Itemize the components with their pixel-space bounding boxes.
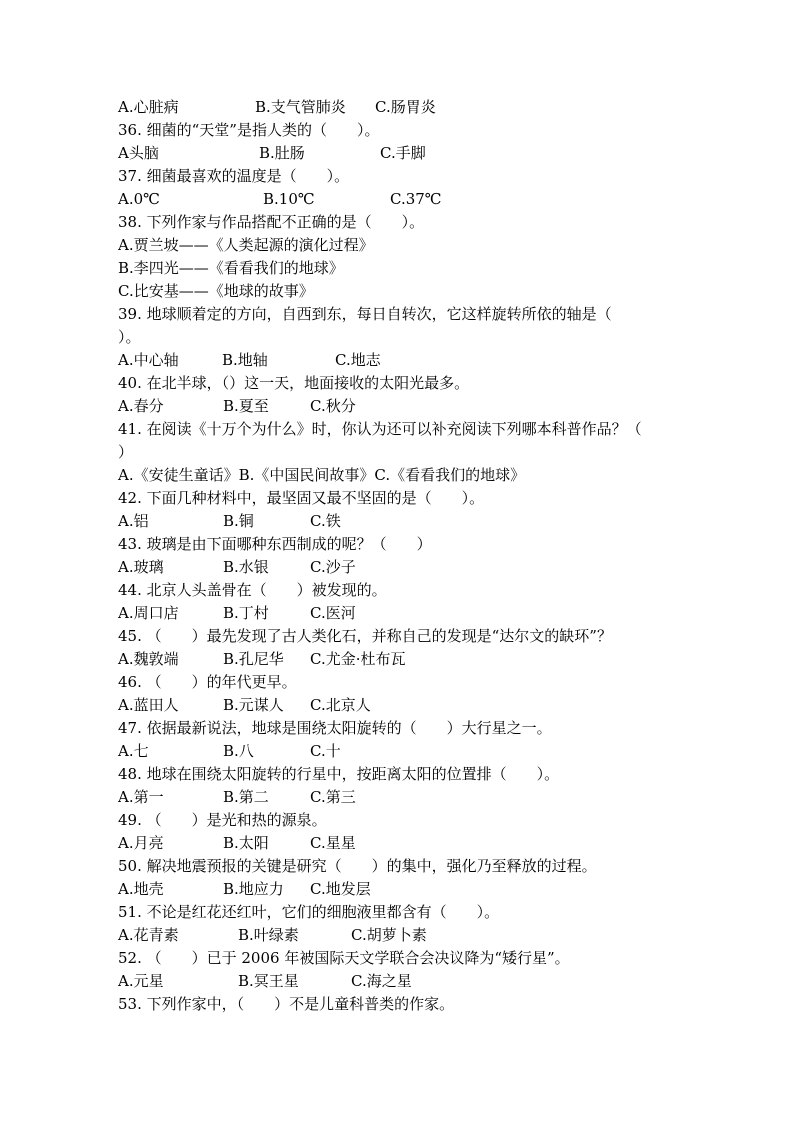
question-text: A.贾兰坡——《人类起源的演化过程》 [118,236,374,254]
options-row [118,786,678,809]
option-c: C.第三 [310,788,356,806]
option-a: A.月亮 [118,834,164,852]
option-b: B.夏至 [223,397,269,415]
option-c: C.地发层 [310,880,371,898]
question-text: 37. 细菌最喜欢的温度是（ ）。 [118,167,350,185]
option-a: A.铝 [118,512,149,530]
question-text: C.比安基——《地球的故事》 [118,282,314,300]
options-row [118,96,678,119]
question-text: B.李四光——《看看我们的地球》 [118,259,344,277]
question-text: 38. 下列作家与作品搭配不正确的是（ ）。 [118,213,425,231]
option-a: A.春分 [118,397,164,415]
option-c: C.胡萝卜素 [351,926,427,944]
option-a: A.花青素 [118,926,179,944]
option-a: A.蓝田人 [118,696,179,714]
option-c: C.海之星 [351,972,412,990]
option-b: B.肚肠 [259,144,305,162]
question-text: 44. 北京人头盖骨在（ ）被发现的。 [118,581,387,599]
question-text: 43. 玻璃是由下面哪种东西制成的呢？（ ） [118,535,432,553]
question-text: 50. 解决地震预报的关键是研究（ ）的集中，强化乃至释放的过程。 [118,857,597,875]
question-text: 47. 依据最新说法，地球是围绕太阳旋转的（ ）大行星之一。 [118,719,552,737]
question-text: 42. 下面几种材料中，最坚固又最不坚固的是（ ）。 [118,489,485,507]
option-c: C.沙子 [310,558,356,576]
option-a: A头脑 [118,144,159,162]
option-c: C.星星 [310,834,356,852]
option-b: B.冥王星 [238,972,299,990]
options-row [118,395,678,418]
question-text: 46. （ ）的年代更早。 [118,673,297,691]
options-row [118,142,678,165]
option-b: B.八 [223,742,254,760]
option-a: A.元星 [118,972,164,990]
option-b: B.地轴 [222,351,268,369]
option-b: B.元谋人 [223,696,284,714]
question-text: ） [118,443,134,461]
question-text: 40. 在北半球，（）这一天，地面接收的太阳光最多。 [118,374,470,392]
option-c: C.37℃ [390,190,442,208]
option-c: C.肠胃炎 [375,98,436,116]
options-row [118,648,678,671]
question-text: 53. 下列作家中，（ ）不是儿童科普类的作家。 [118,995,455,1013]
question-text: 45. （ ）最先发现了古人类化石，并称自己的发现是“达尔文的缺环”？ [118,627,612,645]
option-b: B.水银 [223,558,269,576]
option-b: B.丁村 [223,604,269,622]
option-a: A.七 [118,742,149,760]
option-b: B.叶绿素 [238,926,299,944]
options-row [118,602,678,625]
question-text: 36. 细菌的“天堂”是指人类的（ ）。 [118,121,380,139]
option-b: B.孔尼华 [223,650,284,668]
option-c: C.地志 [335,351,381,369]
options-row [118,970,678,993]
option-b: B.第二 [223,788,269,806]
option-a: A.地壳 [118,880,164,898]
question-text: 51. 不论是红花还红叶，它们的细胞液里都含有（ ）。 [118,903,500,921]
option-c: C.尤金·杜布瓦 [310,650,406,668]
option-a: A.第一 [118,788,164,806]
option-c: C.十 [310,742,341,760]
option-a: A.玻璃 [118,558,164,576]
option-c: C.秋分 [310,397,356,415]
question-text: 52. （ ）已于 2006 年被国际天文学联合会决议降为“矮行星”。 [118,949,570,967]
option-c: C.铁 [310,512,341,530]
option-b: B.太阳 [223,834,269,852]
options-row [118,878,678,901]
question-text: 41. 在阅读《十万个为什么》时，你认为还可以补充阅读下列哪本科普作品？（ [118,420,642,438]
option-c: C.手脚 [380,144,426,162]
options-row [118,694,678,717]
options-row [118,349,678,372]
option-a: A.周口店 [118,604,179,622]
option-c: C.医河 [310,604,356,622]
option-b: B.支气管肺炎 [255,98,346,116]
question-text: 49. （ ）是光和热的源泉。 [118,811,327,829]
options-row [118,924,678,947]
options-row [118,510,678,533]
question-text: ）。 [118,328,141,346]
question-text: 39. 地球顺着定的方向，自西到东，每日自转次，它这样旋转所依的轴是（ [118,305,612,323]
options-row [118,740,678,763]
option-a: A.0℃ [118,190,160,208]
options-row [118,188,678,211]
option-b: B.铜 [223,512,254,530]
options-row [118,832,678,855]
option-a: A.心脏病 [118,98,179,116]
options-row [118,556,678,579]
option-c: C.北京人 [310,696,371,714]
question-text: A.《安徒生童话》B.《中国民间故事》C.《看看我们的地球》 [118,466,526,484]
option-a: A.魏敦端 [118,650,179,668]
option-b: B.地应力 [223,880,284,898]
question-text: 48. 地球在围绕太阳旋转的行星中，按距离太阳的位置排（ ）。 [118,765,560,783]
option-a: A.中心轴 [118,351,179,369]
option-b: B.10℃ [263,190,315,208]
